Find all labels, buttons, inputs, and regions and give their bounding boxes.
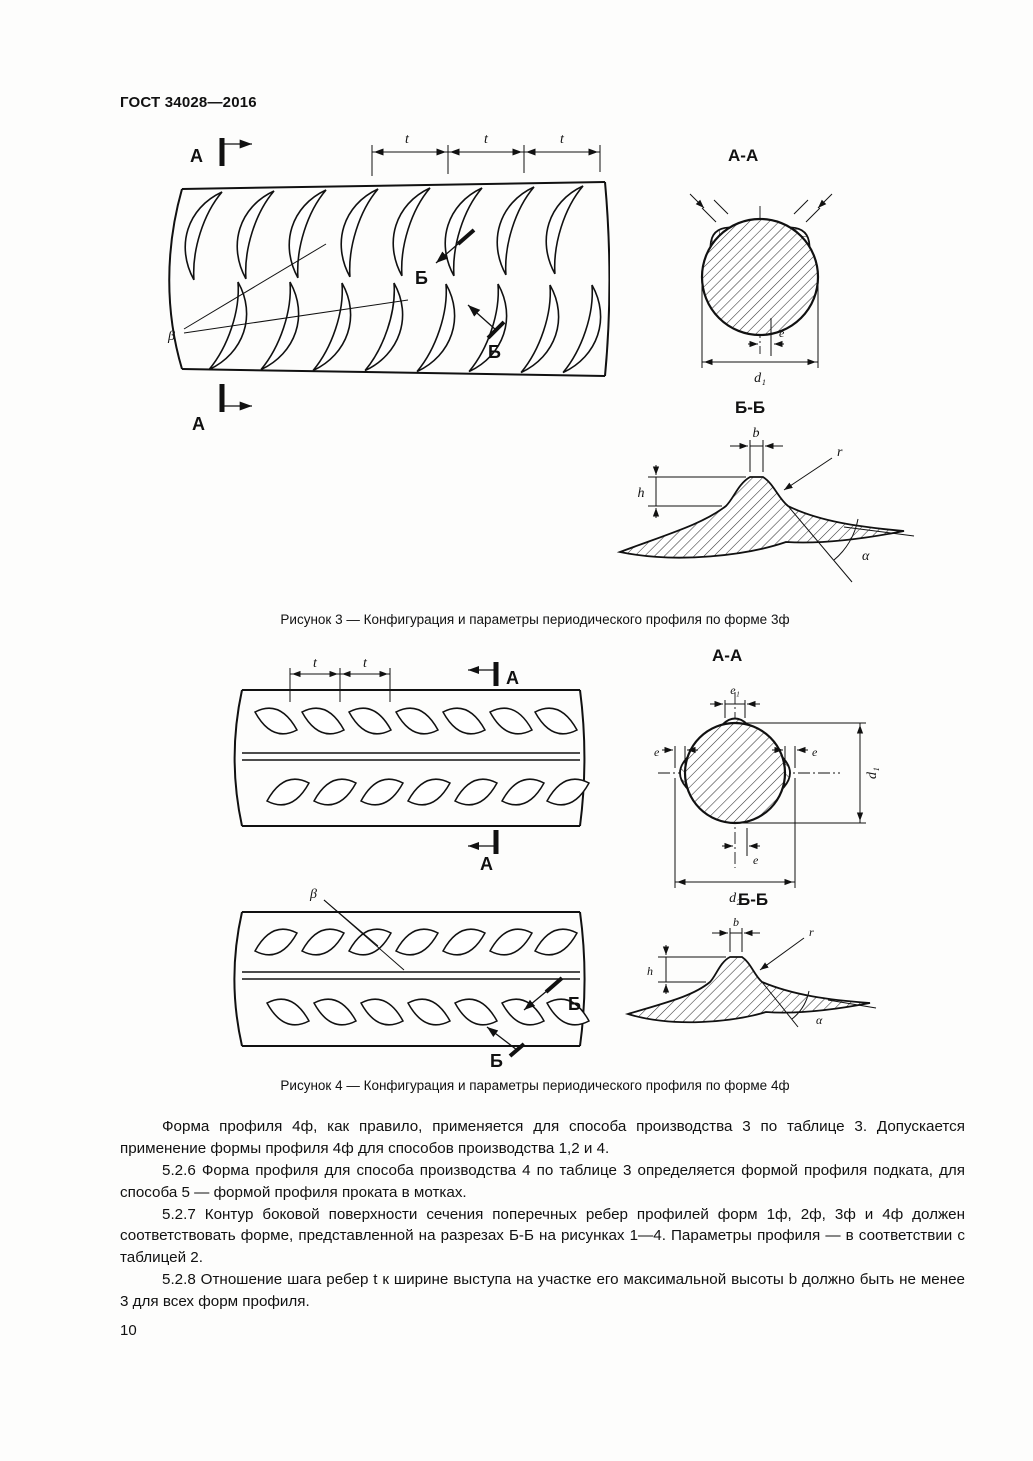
- bar-cross-section: [702, 219, 818, 335]
- paragraph-5-2-7: 5.2.7 Контур боковой поверхности сечения поперечных ребер профилей форм 1ф, 2ф, 3ф и 4ф должен соответствовать форме, представленной на разрезах Б-Б на рисунках 1—4. Параметры профиля — в соответствии с таблицей 2.: [120, 1205, 965, 1267]
- d1-label: d₁: [865, 767, 880, 779]
- e1-label: e₁: [730, 683, 740, 697]
- paragraph-5-2-8: 5.2.8 Отношение шага ребер t к ширине выступа на участке его максимальной высоты b должно быть не менее 3 для всех форм профиля.: [120, 1271, 965, 1311]
- section-b-label: Б: [488, 342, 501, 362]
- body-text: [120, 1116, 965, 1313]
- figure3-caption: Рисунок 3 — Конфигурация и параметры периодического профиля по форме 3ф: [280, 612, 790, 627]
- b-dimension: [730, 440, 783, 472]
- transverse-ribs-lower: [267, 999, 589, 1025]
- transverse-ribs-upper: [255, 929, 577, 955]
- alpha-label: α: [862, 549, 870, 564]
- section-a-label: А: [506, 668, 519, 688]
- alpha-label: α: [816, 1013, 823, 1027]
- rib-profile-section: [628, 957, 870, 1022]
- h-label: h: [647, 964, 653, 978]
- rib-height-ticks: [690, 194, 832, 222]
- r-label: r: [809, 925, 814, 939]
- t-label: t: [313, 658, 317, 671]
- d2-label: d₂: [729, 891, 741, 906]
- h-label: h: [637, 486, 645, 501]
- b-label: b: [752, 426, 760, 441]
- longitudinal-rib-lines: [242, 972, 580, 979]
- section-a-label: А: [190, 146, 203, 166]
- transverse-ribs-lower: [267, 779, 589, 805]
- e-bottom-dimension: [722, 828, 760, 856]
- paragraph-5-2-6: 5.2.6 Форма профиля для способа производства 4 по таблице 3 определяется формой профиля подката, для способа 5 — формой профиля проката в мотках.: [120, 1161, 965, 1201]
- section-a-label: А: [192, 414, 205, 434]
- rib-profile-section: [620, 477, 904, 558]
- e-label: e: [779, 326, 785, 340]
- figure3-section-bb-drawing: [608, 424, 920, 609]
- longitudinal-rib-lines: [242, 753, 580, 760]
- t-label: t: [405, 132, 409, 147]
- section-b-label: Б: [568, 994, 581, 1014]
- figure3-section-aa-drawing: [660, 172, 862, 410]
- r-leader: [760, 938, 804, 970]
- transverse-ribs-lower: [204, 282, 610, 379]
- figure4-view-aa-title: А-А: [712, 646, 743, 665]
- t-dimension: [372, 145, 600, 176]
- bar-cross-section: [685, 723, 785, 823]
- b-dimension: [712, 928, 760, 952]
- e-label: e: [812, 745, 818, 759]
- figure4-section-aa-drawing: [640, 678, 892, 910]
- r-label: r: [837, 445, 843, 460]
- figure4-side-view-top-drawing: [228, 658, 600, 873]
- t-dimension: [290, 668, 390, 702]
- figure4-view-bb-title: Б-Б: [738, 890, 769, 909]
- page-header: ГОСТ 34028—2016: [120, 94, 257, 111]
- b-label: b: [733, 918, 739, 929]
- beta-label: β: [168, 329, 175, 344]
- section-b-label: Б: [415, 268, 428, 288]
- figure3-view-aa-title: А-А: [728, 146, 759, 165]
- r-leader: [784, 458, 832, 490]
- t-label: t: [363, 658, 367, 671]
- section-a-label: А: [480, 854, 493, 873]
- paragraph: Форма профиля 4ф, как правило, применяется для способа производства 3 по таблице 3. Допускается применение формы профиля 4ф для способов производства 1,2 и 4.: [120, 1118, 965, 1157]
- e-label: e: [654, 745, 660, 759]
- figure4-section-bb-drawing: [618, 918, 900, 1056]
- e-label: e: [753, 853, 759, 867]
- d1-label: d₁: [754, 371, 766, 386]
- figure3-view-bb-title: Б-Б: [735, 398, 766, 417]
- beta-label: β: [310, 887, 317, 902]
- t-label: t: [484, 132, 488, 147]
- transverse-ribs-upper: [176, 180, 583, 281]
- page-number: 10: [120, 1322, 137, 1339]
- transverse-ribs-upper: [255, 708, 577, 734]
- figure3-side-view-drawing: [158, 132, 610, 434]
- t-label: t: [560, 132, 564, 147]
- figure4-side-view-bottom-drawing: [228, 884, 600, 1069]
- figure4-caption: Рисунок 4 — Конфигурация и параметры периодического профиля по форме 4ф: [280, 1078, 790, 1093]
- section-b-label: Б: [490, 1051, 503, 1069]
